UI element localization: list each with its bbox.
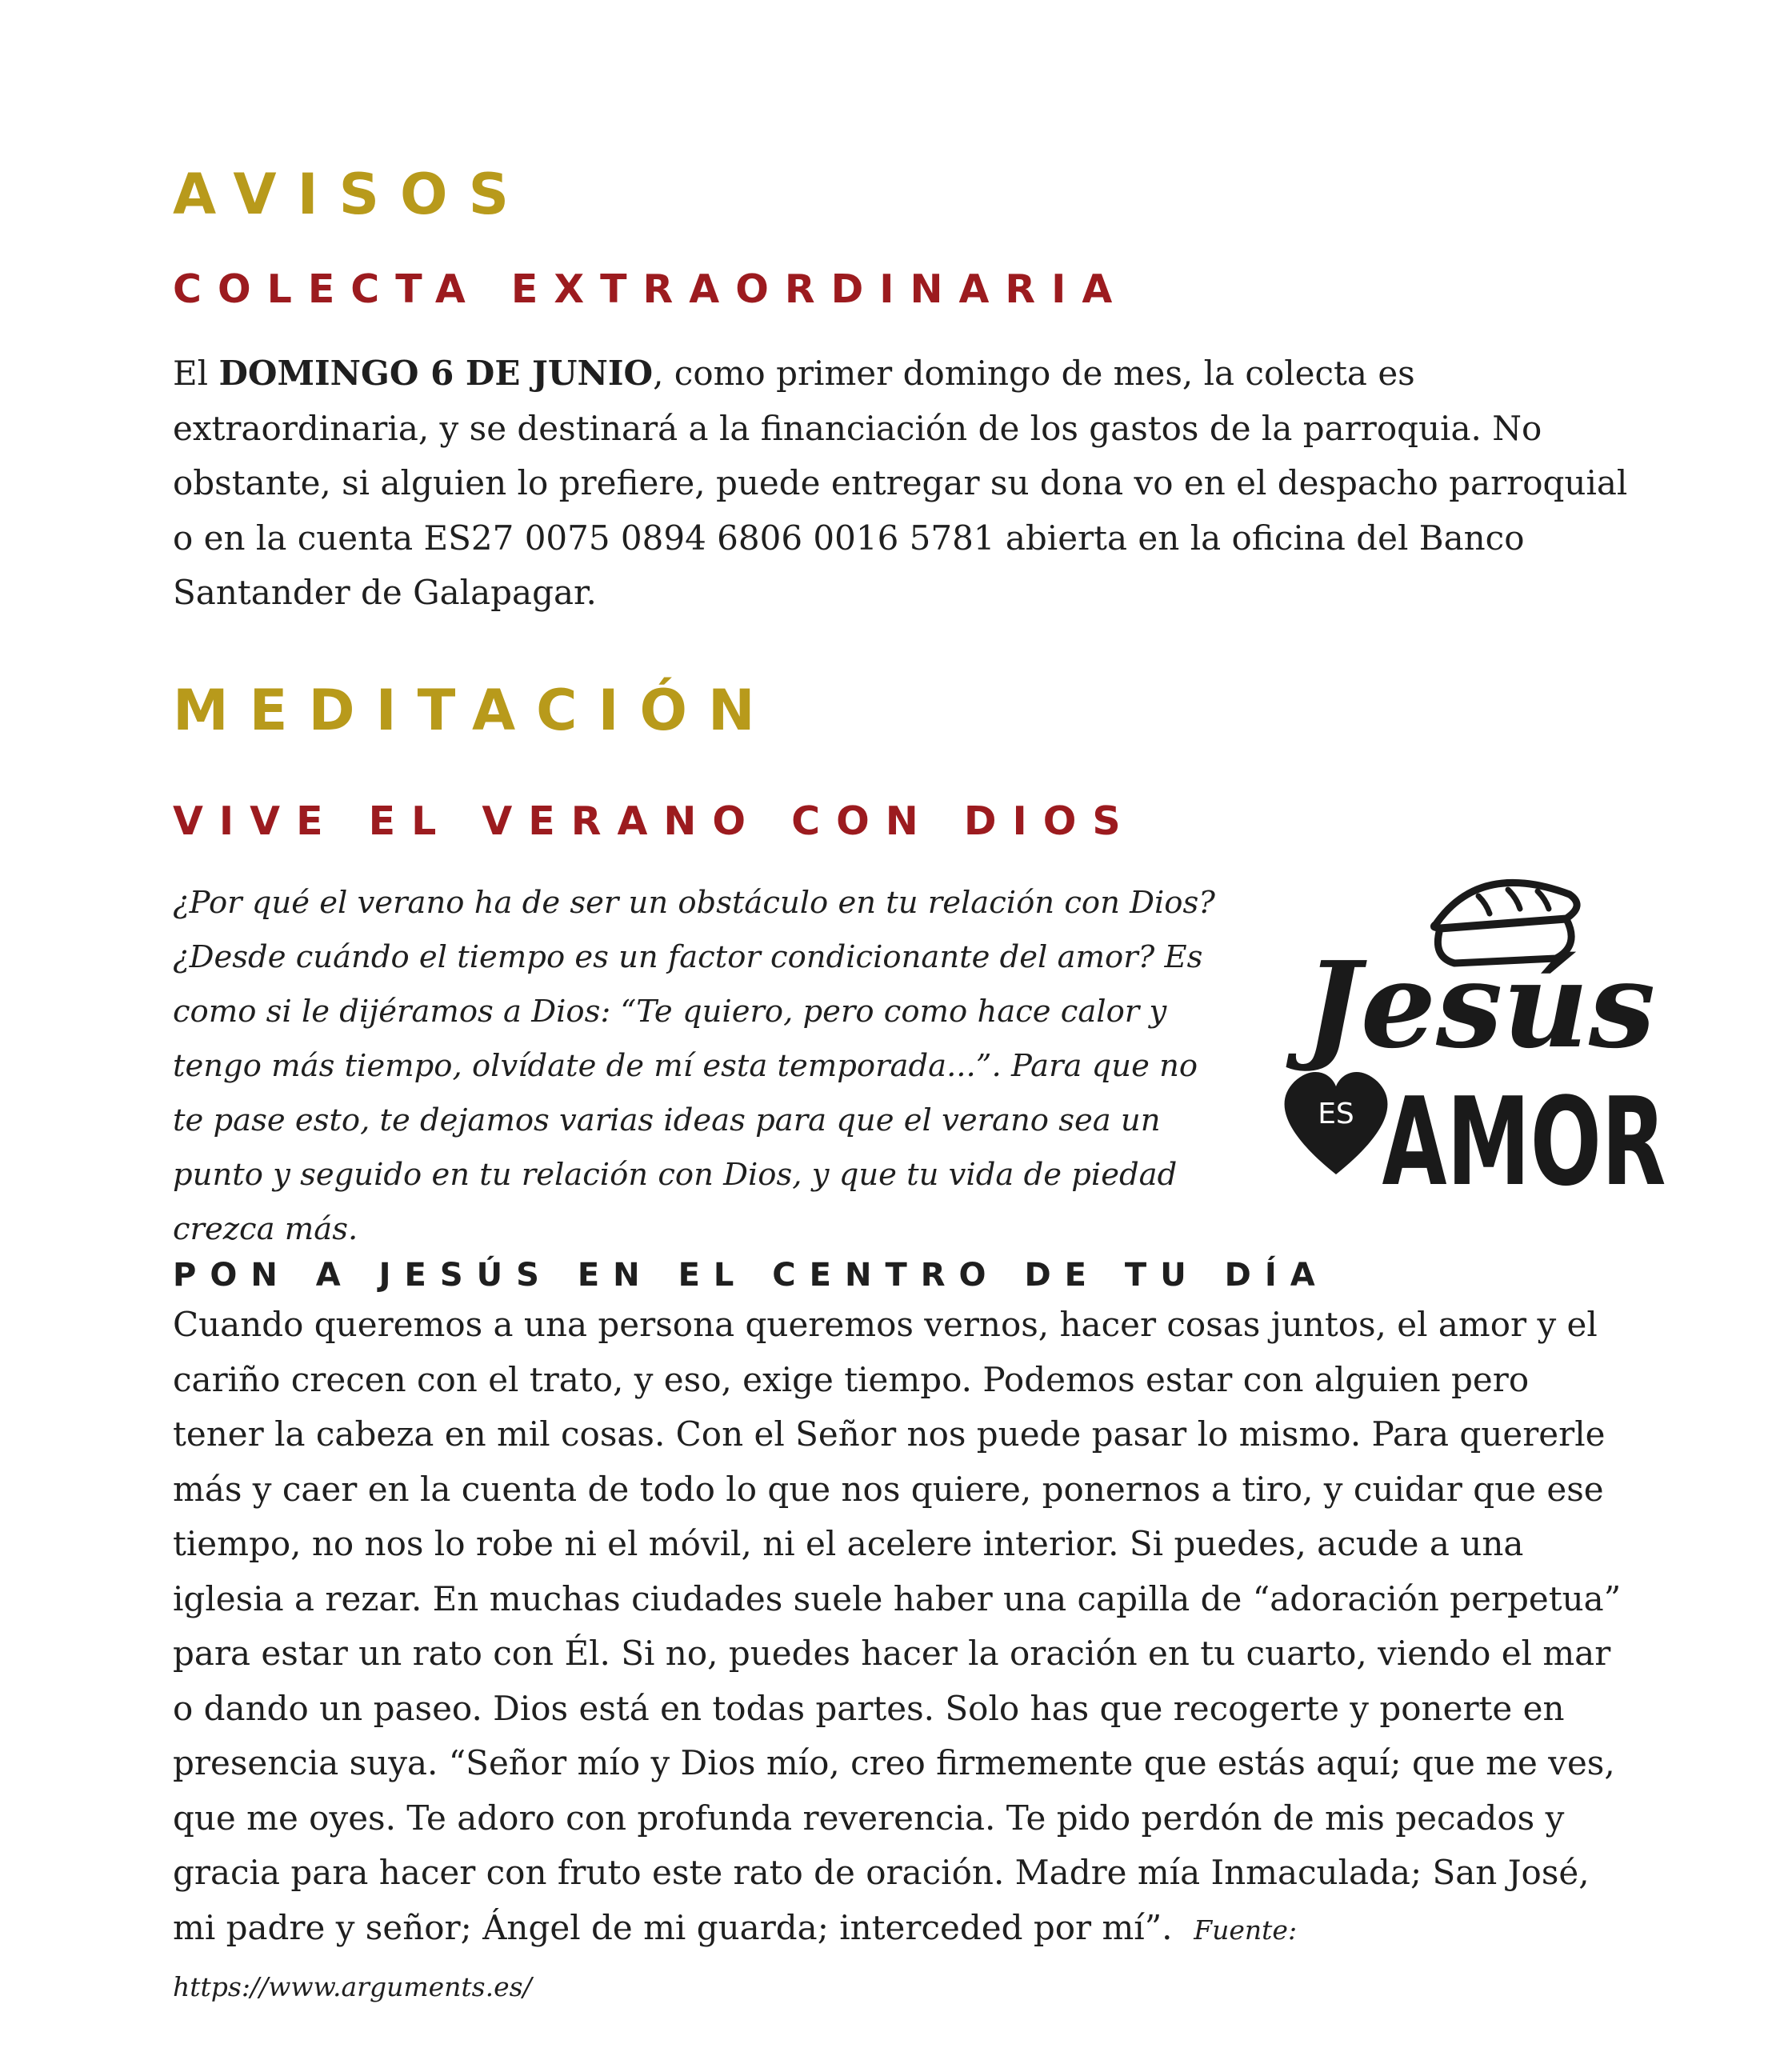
- colecta-subheading: COLECTA EXTRAORDINARIA: [173, 266, 1129, 312]
- meditacion-body-text: Cuando queremos a una persona queremos vernos, hacer cosas juntos, el amor y el cariño crecen con el trato, y eso, exige tiempo. Podemos estar con alguien pero tener la cabeza en mil cosas. Con el Señor nos puede pasar lo mismo. Para quererle más y caer en la cuenta de todo lo que nos quiere, ponernos a tiro, y cuidar que ese tiempo, no nos lo robe ni el móvil, ni el acelere interior. Si puedes, acude a una iglesia a rezar. En muchas ciudades suele haber una capilla de “adoración perpetua” para estar un rato con Él. Si no, puedes hacer la oración en tu cuarto, viendo el mar o dando un paseo. Dios está en todas partes. Solo has que recogerte y ponerte en presencia suya. “Señor mío y Dios mío, creo firmemente que estás aquí; que me ves, que me oyes. Te adoro con profunda reverencia. Te pido perdón de mis pecados y gracia para hacer con fruto este rato de oración. Madre mía Inmaculada; San José, mi padre y señor; Ángel de mi guarda; interceded por mí”.: [173, 1305, 1622, 1947]
- colecta-lead: El: [173, 354, 219, 393]
- es-badge-text: ES: [1318, 1098, 1354, 1130]
- section-title: PON A JESÚS EN EL CENTRO DE TU DÍA: [173, 1257, 1329, 1294]
- jesus-es-amor-logo: [1280, 864, 1672, 1213]
- meditacion-body: [173, 1298, 1629, 2015]
- colecta-text: , como primer domingo de mes, la colecta es extraordinaria, y se destinará a la financiación de los gastos de la parroquia. No obstante, si alguien lo prefiere, puede entregar su dona vo en el despacho parroquial o en la cuenta ES27 0075 0894 6806 0016 5781 abierta en la oficina del Banco Santander de Galapagar.: [173, 354, 1628, 612]
- meditacion-heading: MEDITACIÓN: [173, 678, 776, 743]
- jesus-text: Jesús: [1304, 935, 1656, 1074]
- source-citation: Fuente: https://www.arguments.es/: [173, 1914, 1298, 2002]
- meditacion-intro: ¿Por qué el verano ha de ser un obstáculo en tu relación con Dios? ¿Desde cuándo el tiempo es un factor condicionante del amor? Es como si le dijéramos a Dios: “Te quiero, pero como hace calor y tengo más tiempo, olvídate de mí esta temporada...”. Para que no te pase esto, te dejamos varias ideas para que el verano sea un punto y seguido en tu relación con Dios, y que tu vida de piedad crezca más.: [173, 885, 1215, 1247]
- amor-text: AMOR: [1382, 1071, 1666, 1213]
- verano-subheading: VIVE EL VERANO CON DIOS: [173, 798, 1137, 844]
- colecta-date: DOMINGO 6 DE JUNIO: [218, 354, 654, 393]
- jesus-es-amor-graphic: [1280, 864, 1672, 1213]
- colecta-paragraph: [173, 346, 1629, 621]
- avisos-heading: AVISOS: [173, 162, 530, 227]
